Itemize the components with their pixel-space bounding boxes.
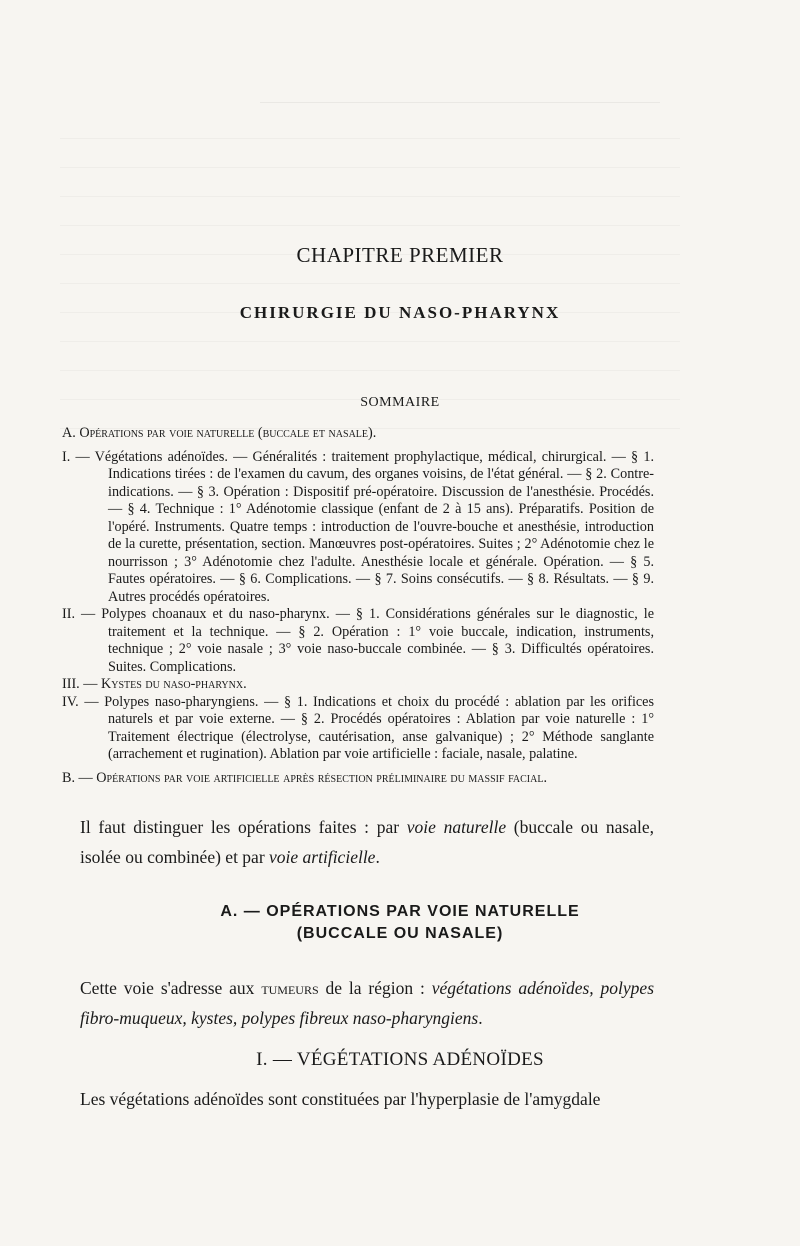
section-a-title: A. — OPÉRATIONS PAR VOIE NATURELLE [220, 903, 580, 920]
summary-item-number: IV. — [62, 693, 99, 710]
intro-emphasis: voie naturelle [406, 817, 507, 837]
chapter-title: CHAPITRE PREMIER [296, 243, 504, 267]
para-emphasis: végétations adénoïdes, polypes fibro-muqueux, kystes, polypes fibreux naso-pharyngiens [80, 978, 655, 1028]
intro-emphasis: voie artificielle [269, 847, 376, 867]
summary-item-text: Végétations adénoïdes. — Généralités : traitement prophylactique, médical, chirurgical. — § 1. Indications tirées : de l'examen du cavum, des organes voisins, de l'état général. — § 2. Contre-indications. — § 3. Opération : Dispositif pré-opératoire. Discussion de l'anesthésie. Procédés. — § 4. Technique : 1° Adénotomie classique (enfant de 2 à 15 ans). Préparatifs. Position de l'opéré. Instruments. Quatre temps : introduction de l'ouvre-bouche et anesthésie, introduction de la curette, présentation, section. Manœuvres post-opératoires. Suites ; 2° Adénotomie chez le nourrisson ; 3° Adénotomie chez l'adulte. Anesthésie locale et générale. Opération. — § 5. Fautes opératoires. — § 6. Complications. — § 7. Soins consécutifs. — § 8. Résultats. — § 9. Autres procédés opératoires. [94, 448, 654, 605]
summary-section-b: B. — Opérations par voie artificielle après résection préliminaire du massif facial. [62, 769, 547, 786]
summary-item-3 [62, 676, 654, 694]
intro-paragraph [80, 812, 654, 872]
summary-item-number: II. — [62, 606, 96, 622]
summary-item-number: I. — [62, 448, 90, 465]
chapter-subtitle: CHIRURGIE DU NASO-PHARYNX [239, 303, 561, 322]
section-a-subtitle: (BUCCALE OU NASALE) [296, 925, 504, 942]
para-text: Cette voie s'adresse aux [80, 978, 262, 998]
summary-item-number: III. — [62, 676, 98, 692]
show-through-header [260, 102, 660, 117]
summary-item-2 [62, 606, 654, 676]
intro-text: Il faut distinguer les opérations faites : par [80, 817, 407, 837]
summary-heading: SOMMAIRE [360, 395, 440, 410]
summary-item-1 [62, 449, 654, 607]
section-1-first-line: Les végétations adénoïdes sont constituées par l'hyperplasie de l'amygdale [80, 1089, 601, 1109]
summary-item-text: Kystes du naso-pharynx. [101, 676, 247, 692]
summary-item-text: Polypes choanaux et du naso-pharynx. — § 1. Considérations générales sur le diagnostic, le traitement et la technique. — § 2. Opération : 1° voie buccale, indication, instruments, technique ; 2° voie nasale ; 3° voie naso-buccale combinée. — § 3. Difficultés opératoires. Suites. Complications. [101, 606, 654, 675]
show-through-lines [60, 110, 680, 429]
para-text: de la région : [318, 978, 432, 998]
summary-block [62, 425, 654, 787]
summary-item-text: Polypes naso-pharyngiens. — § 1. Indications et choix du procédé : ablation par les orifices naturels et par voie externe. — § 2. Procédés opératoires : Ablation par voie naturelle : 1° Traitement électrique (électrolyse, cautérisation, anse galvanique) ; 2° Méthode sanglante (arrachement et rugination). Ablation par voie artificielle : faciale, nasale, palatine. [104, 693, 655, 762]
intro-text: . [375, 847, 380, 867]
summary-section-a: A. Opérations par voie naturelle (buccale et nasale). [62, 425, 377, 441]
section-1-title: I. — VÉGÉTATIONS ADÉNOÏDES [256, 1049, 544, 1070]
para-smallcaps: tumeurs [261, 978, 319, 998]
intro-text: (buccale ou nasale, isolée ou combinée) et par [80, 817, 654, 867]
section-a-paragraph [80, 973, 654, 1033]
summary-item-4 [62, 694, 654, 764]
para-text: . [478, 1008, 483, 1028]
